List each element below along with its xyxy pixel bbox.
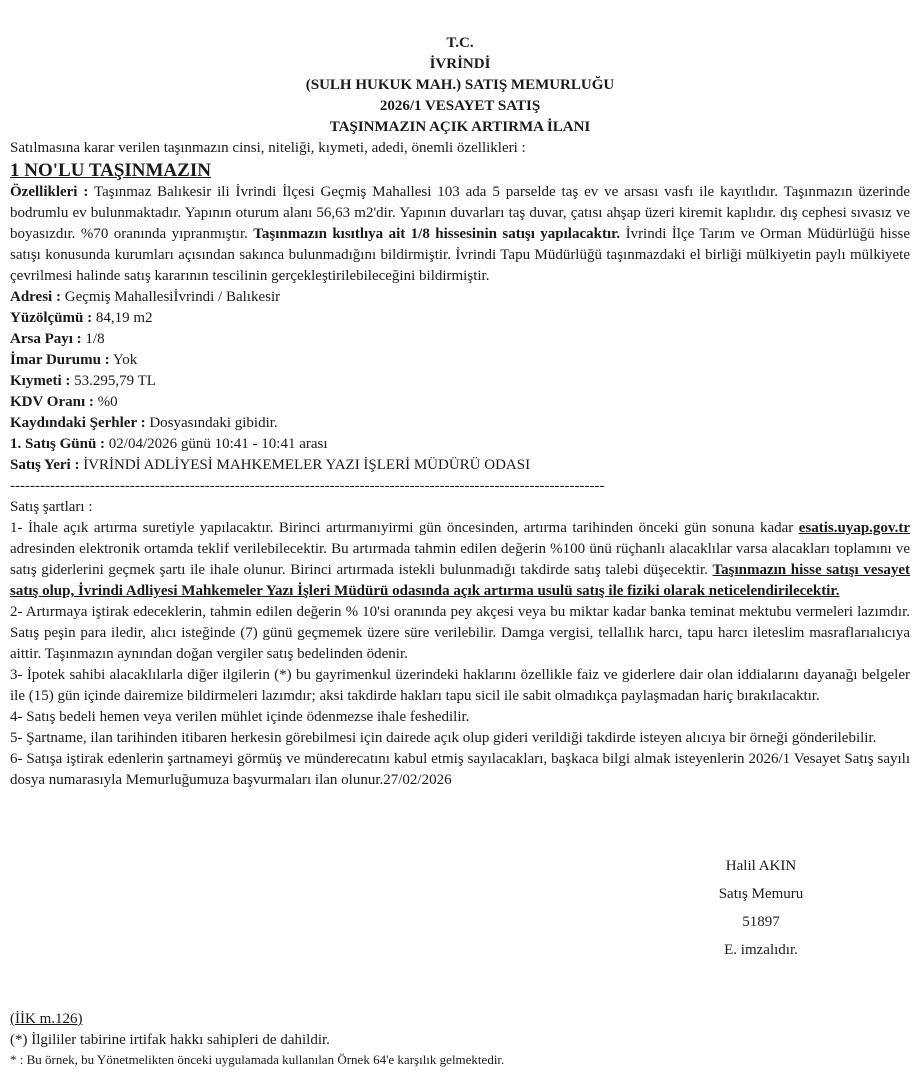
sale-date-value: 02/04/2026 günü 10:41 - 10:41 arası (105, 436, 328, 452)
features-bold: Taşınmazın kısıtlıya ait 1/8 hissesinin satışı yapılacaktır. (253, 226, 621, 242)
sale-date-row (10, 434, 910, 455)
sale-place-value: İVRİNDİ ADLİYESİ MAHKEMELER YAZI İŞLERİ MÜDÜRÜ ODASI (79, 457, 531, 473)
document-header (10, 33, 910, 138)
condition-1-text-a: 1- İhale açık artırma suretiyle yapılacaktır. Birinci artırmanıyirmi gün öncesinden, artırma tarihinden önceki gün sonuna kadar (10, 520, 799, 536)
intro-text: Satılmasına karar verilen taşınmazın cinsi, niteliği, kıymeti, adedi, önemli özellikleri : (10, 140, 526, 156)
zoning-label: İmar Durumu : (10, 352, 110, 368)
header-office: (SULH HUKUK MAH.) SATIŞ MEMURLUĞU (305, 77, 615, 93)
condition-6: 6- Satışa iştirak edenlerin şartnameyi görmüş ve münderecatını kabul etmiş sayılacakları, başkaca bilgi almak isteyenlerin 2026/1 Vesayet Satış sayılı dosya numarasıyla Memurluğumuza başvurmaları ilan olunur.27/02/2026 (10, 751, 910, 788)
share-row (10, 329, 910, 350)
zoning-row (10, 350, 910, 371)
share-label: Arsa Payı : (10, 331, 82, 347)
footnote-form-reference: * : Bu örnek, bu Yönetmelikten önceki uygulamada kullanılan Örnek 64'e karşılık gelmektedir. (10, 1052, 505, 1067)
vat-label: KDV Oranı : (10, 394, 94, 410)
value-label: Kıymeti : (10, 373, 71, 389)
separator-line: ----------------------------------------------------------------------------------------------------------------------- (10, 478, 605, 494)
features-text-2: İvrindi İlçe Tarım ve Orman Müdürlüğü hisse satışı konusunda kurumları açısından sakınca bulunmadığını bildirmiştir. İvrindi Tapu Müdürlüğü taşınmazdaki el birliği mülkiyetin paylı mülkiyete çevrilmesi halinde satış kararının tescilinin gerçekleştirilebileceğini bildirmiştir. (10, 226, 910, 284)
condition-1-bold: Taşınmazın hisse satışı vesayet satış olup, İvrindi Adliyesi Mahkemeler Yazı İşleri Müdürü odasında açık artırma usulü satış ile fiziki olarak neticelendirilecektir. (10, 562, 911, 599)
address-row (10, 287, 910, 308)
property-features (10, 182, 910, 287)
property-heading: 1 NO'LU TAŞINMAZIN (10, 160, 211, 181)
area-row (10, 308, 910, 329)
features-label: Özellikleri : (10, 184, 89, 200)
header-title: TAŞINMAZIN AÇIK ARTIRMA İLANI (329, 119, 591, 135)
annotations-row (10, 413, 910, 434)
footnote-interested-parties: (*) İlgililer tabirine irtifak hakkı sahipleri de dahildir. (10, 1032, 330, 1048)
annotations-value: Dosyasındaki gibidir. (145, 415, 278, 431)
sale-place-row (10, 455, 910, 476)
announcement-document (10, 33, 910, 791)
conditions-title: Satış şartları : (10, 499, 93, 515)
condition-4: 4- Satış bedeli hemen veya verilen mühlet içinde ödenmezse ihale feshedilir. (10, 709, 470, 725)
header-file-number: 2026/1 VESAYET SATIŞ (379, 98, 541, 114)
header-district: İVRİNDİ (429, 56, 491, 72)
area-value: 84,19 m2 (92, 310, 153, 326)
sale-place-label: Satış Yeri : (10, 457, 80, 473)
share-value: 1/8 (81, 331, 105, 347)
document-footer (10, 1009, 910, 1069)
signer-number: 51897 (742, 914, 780, 930)
sale-date-label: 1. Satış Günü : (10, 436, 106, 452)
esatis-link[interactable]: esatis.uyap.gov.tr (798, 520, 910, 536)
condition-1-text-b: adresinden elektronik ortamda teklif verilebilecektir. Bu artırmada tahmin edilen değerin %100 ünü rüçhanlı alacaklılar varsa alacakları toplamını ve satış giderlerini geçmek şartı ile ihale olunur. Birinci artırmada istekli bulunmadığı takdirde satış talebi düşecektir. (10, 541, 910, 578)
condition-1 (10, 518, 910, 602)
zoning-value: Yok (109, 352, 138, 368)
vat-value: %0 (93, 394, 118, 410)
address-value: Geçmiş Mahallesiİvrindi / Balıkesir (60, 289, 281, 305)
value-row (10, 371, 910, 392)
condition-5: 5- Şartname, ilan tarihinden itibaren herkesin görebilmesi için dairede açık olup gideri verildiği takdirde isteyen alıcıya bir örneği gönderilebilir. (10, 730, 877, 746)
area-label: Yüzölçümü : (10, 310, 93, 326)
law-reference: (İİK m.126) (10, 1011, 83, 1027)
features-text-1: Taşınmaz Balıkesir ili İvrindi İlçesi Geçmiş Mahallesi 103 ada 5 parselde taş ev ve arsası vasfı ile kayıtlıdır. Taşınmazın üzerinde bodrumlu ev bulunmaktadır. Yapının oturum alanı 56,63 m2'dir. Yapının duvarları taş duvar, çatısı ahşap üzeri kiremit kaplıdır. dış cephesi sıvasız ve boyasızdır. %70 oranında yıpranmıştır. (10, 184, 911, 242)
address-label: Adresi : (10, 289, 61, 305)
signature-block (700, 852, 822, 964)
condition-2: 2- Artırmaya iştirak edeceklerin, tahmin edilen değerin % 10'si oranında pey akçesi veya bu miktar kadar banka teminat mektubu vermeleri lazımdır. Satış peşin para iledir, alıcı isteğinde (7) günü geçmemek üzere süre verilebilir. Damga vergisi, tellallık harcı, tapu harcı ileteslim masraflarıalıcıya aittir. Taşınmazın aynından doğan vergiler satış bedelinden ödenir. (10, 604, 910, 662)
signer-title: Satış Memuru (718, 886, 804, 902)
header-country: T.C. (446, 35, 474, 51)
vat-row (10, 392, 910, 413)
value-value: 53.295,79 TL (70, 373, 156, 389)
signer-name: Halil AKIN (725, 858, 797, 874)
condition-3: 3- İpotek sahibi alacaklılarla diğer ilgilerin (*) bu gayrimenkul üzerindeki haklarını özellikle faiz ve giderlere dair olan iddialarını dayanağı belgeler ile (15) gün içinde dairemize bildirmeleri lazımdır; aksi takdirde hakları tapu sicil ile sabit olmadıkça paylaşmadan hariç bırakılacaktır. (10, 667, 910, 704)
annotations-label: Kaydındaki Şerhler : (10, 415, 146, 431)
signature-note: E. imzalıdır. (724, 942, 798, 958)
